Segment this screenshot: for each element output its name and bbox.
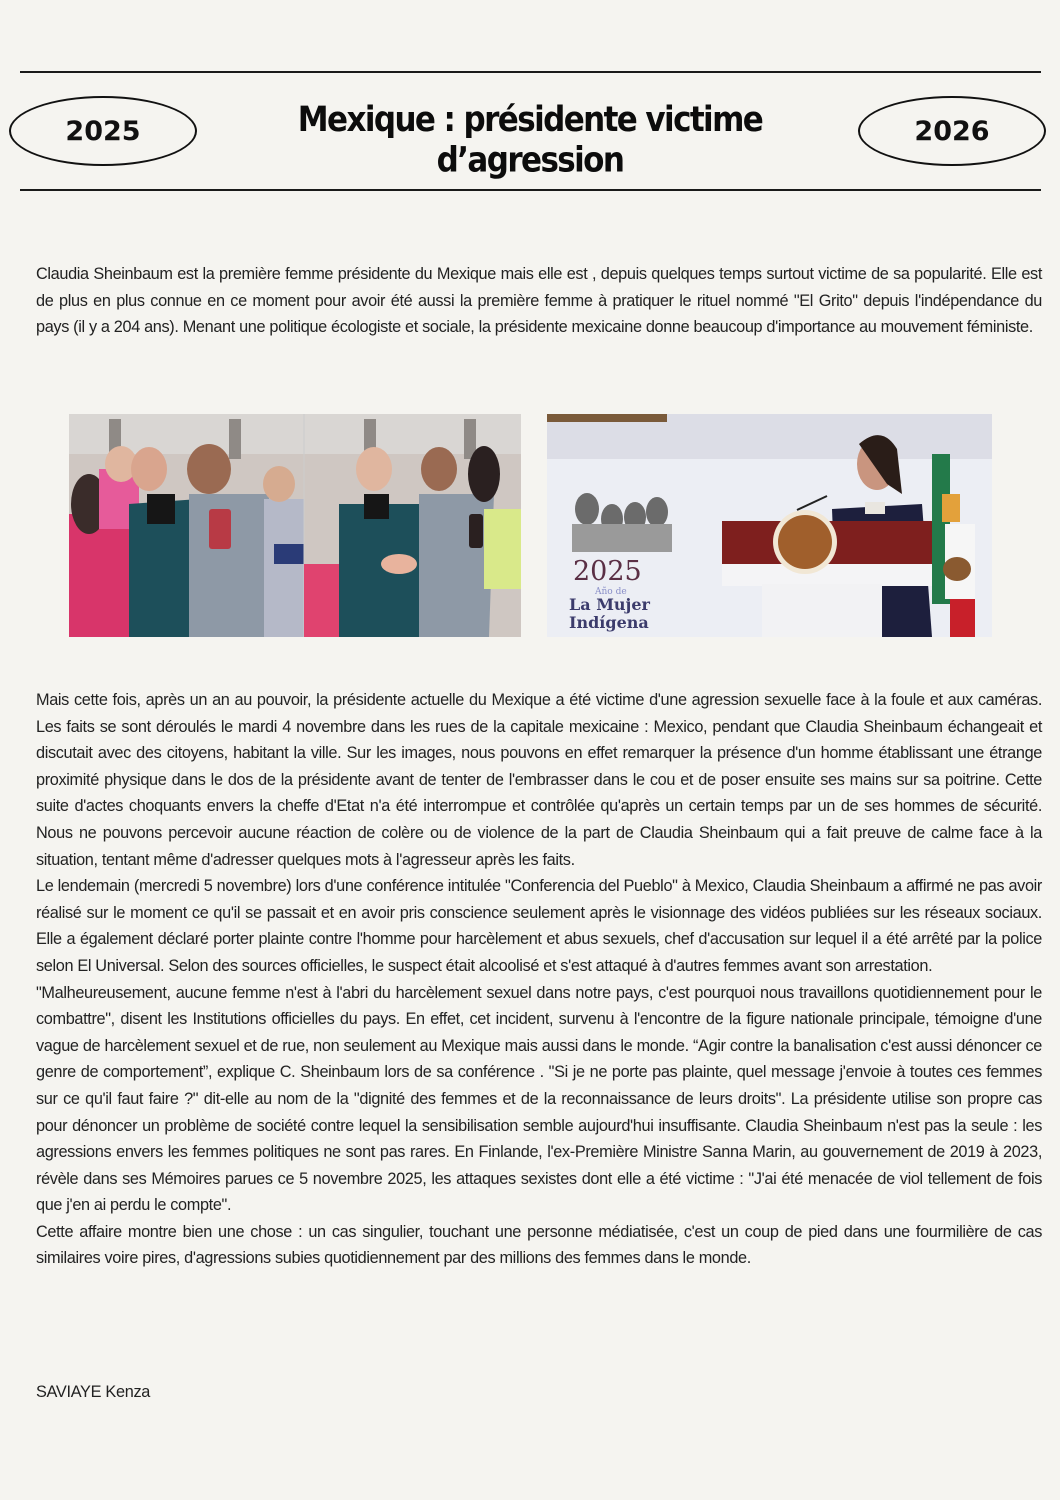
conference-photo-illustration [547,414,992,637]
banner-line2: Indígena [569,613,649,632]
intro-paragraph [36,261,1042,341]
body-paragraph-4: Cette affaire montre bien une chose : un cas singulier, touchant une personne médiatisée, c'est un coup de pied dans une fourmilière de cas similaires voire pires, d'agressions subies quotidiennement par des millions des femmes dans le monde. [36,1222,1042,1268]
body-paragraph-1: Mais cette fois, après un an au pouvoir, la présidente actuelle du Mexique a été victime d'une agression sexuelle face à la foule et aux caméras. Les faits se sont déroulés le mardi 4 novembre dans les rues de la capitale mexicaine : Mexico, pendant que Claudia Sheinbaum échangeait et discutait avec des citoyens, habitant la ville. Sur les images, nous pouvons en effet remarquer la présence d'un homme établissant une étrange proximité physique dans le dos de la présidente avant de tenter de l'embrasser dans le cou et de poser ensuite ses mains sur sa poitrine. Cette suite d'actes choquants envers la cheffe d'Etat n'a été interrompue et contrôlée qu'après un certain temps par un de ses hommes de sécurité. Nous ne pouvons percevoir aucune réaction de colère ou de violence de la part de Claudia Sheinbaum qui a fait preuve de calme face à la situation, tentant même d'adresser quelques mots à l'agresseur après les faits. [36,691,1042,869]
year-right-badge [858,96,1046,166]
year-left-badge [9,96,197,166]
banner-year: 2025 [573,556,642,587]
agression-photo [69,414,521,637]
body-paragraph-2: Le lendemain (mercredi 5 novembre) lors d'une conférence intitulée "Conferencia del Pueblo" à Mexico, Claudia Sheinbaum a affirmé ne pas avoir réalisé sur le moment ce qu'il se passait et en avoir pris conscience seulement après le visionnage des vidéos publiées sur les réseaux sociaux. Elle a également déclaré porter plainte contre l'homme pour harcèlement et abus sexuels, chef d'accusation sur lequel il a été arrêté par la police selon El Universal. Selon des sources officielles, le suspect était alcoolisé et s'est attaqué à d'autres femmes avant son arrestation. [36,877,1042,975]
banner-subtitle: Año de [595,587,627,597]
author-name: SAVIAYE Kenza [36,1383,151,1401]
header-bottom-rule [20,189,1041,191]
agression-photo-illustration [69,414,521,637]
year-left: 2025 [65,115,141,147]
header-top-rule [20,71,1041,73]
body-paragraph-3: "Malheureusement, aucune femme n'est à l'abri du harcèlement sexuel dans notre pays, c'est pourquoi nous travaillons quotidiennement pour le combattre", disent les Institutions officielles du pays. En effet, cet incident, survenu à l'encontre de la figure nationale principale, témoigne d'une vague de harcèlement sexuel et de rue, non seulement au Mexique mais aussi dans le monde. “Agir contre la banalisation c'est aussi dénoncer ce genre de comportement”, explique C. Sheinbaum lors de sa conférence . "Si je ne porte pas plainte, quel message j'envoie à toutes ces femmes sur ce qu'il faut faire ?" dit-elle au nom de la "dignité des femmes et de la reconnaissance de leurs droits". La présidente utilise son propre cas pour dénoncer un problème de société contre lequel la sensibilisation semble aujourd'hui insuffisante. Claudia Sheinbaum n'est pas la seule : les agressions envers les femmes politiques ne sont pas rares. En Finlande, l'ex-Première Ministre Sanna Marin, au gouvernement de 2019 à 2023, révèle dans ses Mémoires parues ce 5 novembre 2025, les attaques sexistes dont elle a été victime : "J'ai été menacée de viol tellement de fois que j'en ai perdu le compte". [36,983,1042,1215]
conference-photo [547,414,992,637]
article-body [36,687,1042,1272]
intro-text: Claudia Sheinbaum est la première femme présidente du Mexique mais elle est , depuis quelques temps surtout victime de sa popularité. Elle est de plus en plus connue en ce moment pour avoir été aussi la première femme à pratiquer le rituel nommé "El Grito" depuis l'indépendance du pays (il y a 204 ans). Menant une politique écologiste et sociale, la présidente mexicaine donne beaucoup d'importance au mouvement féministe. [36,265,1042,337]
banner-line1: La Mujer [569,595,650,614]
year-right: 2026 [914,115,990,147]
page-title: Mexique : présidente victime d’agression [297,99,763,181]
